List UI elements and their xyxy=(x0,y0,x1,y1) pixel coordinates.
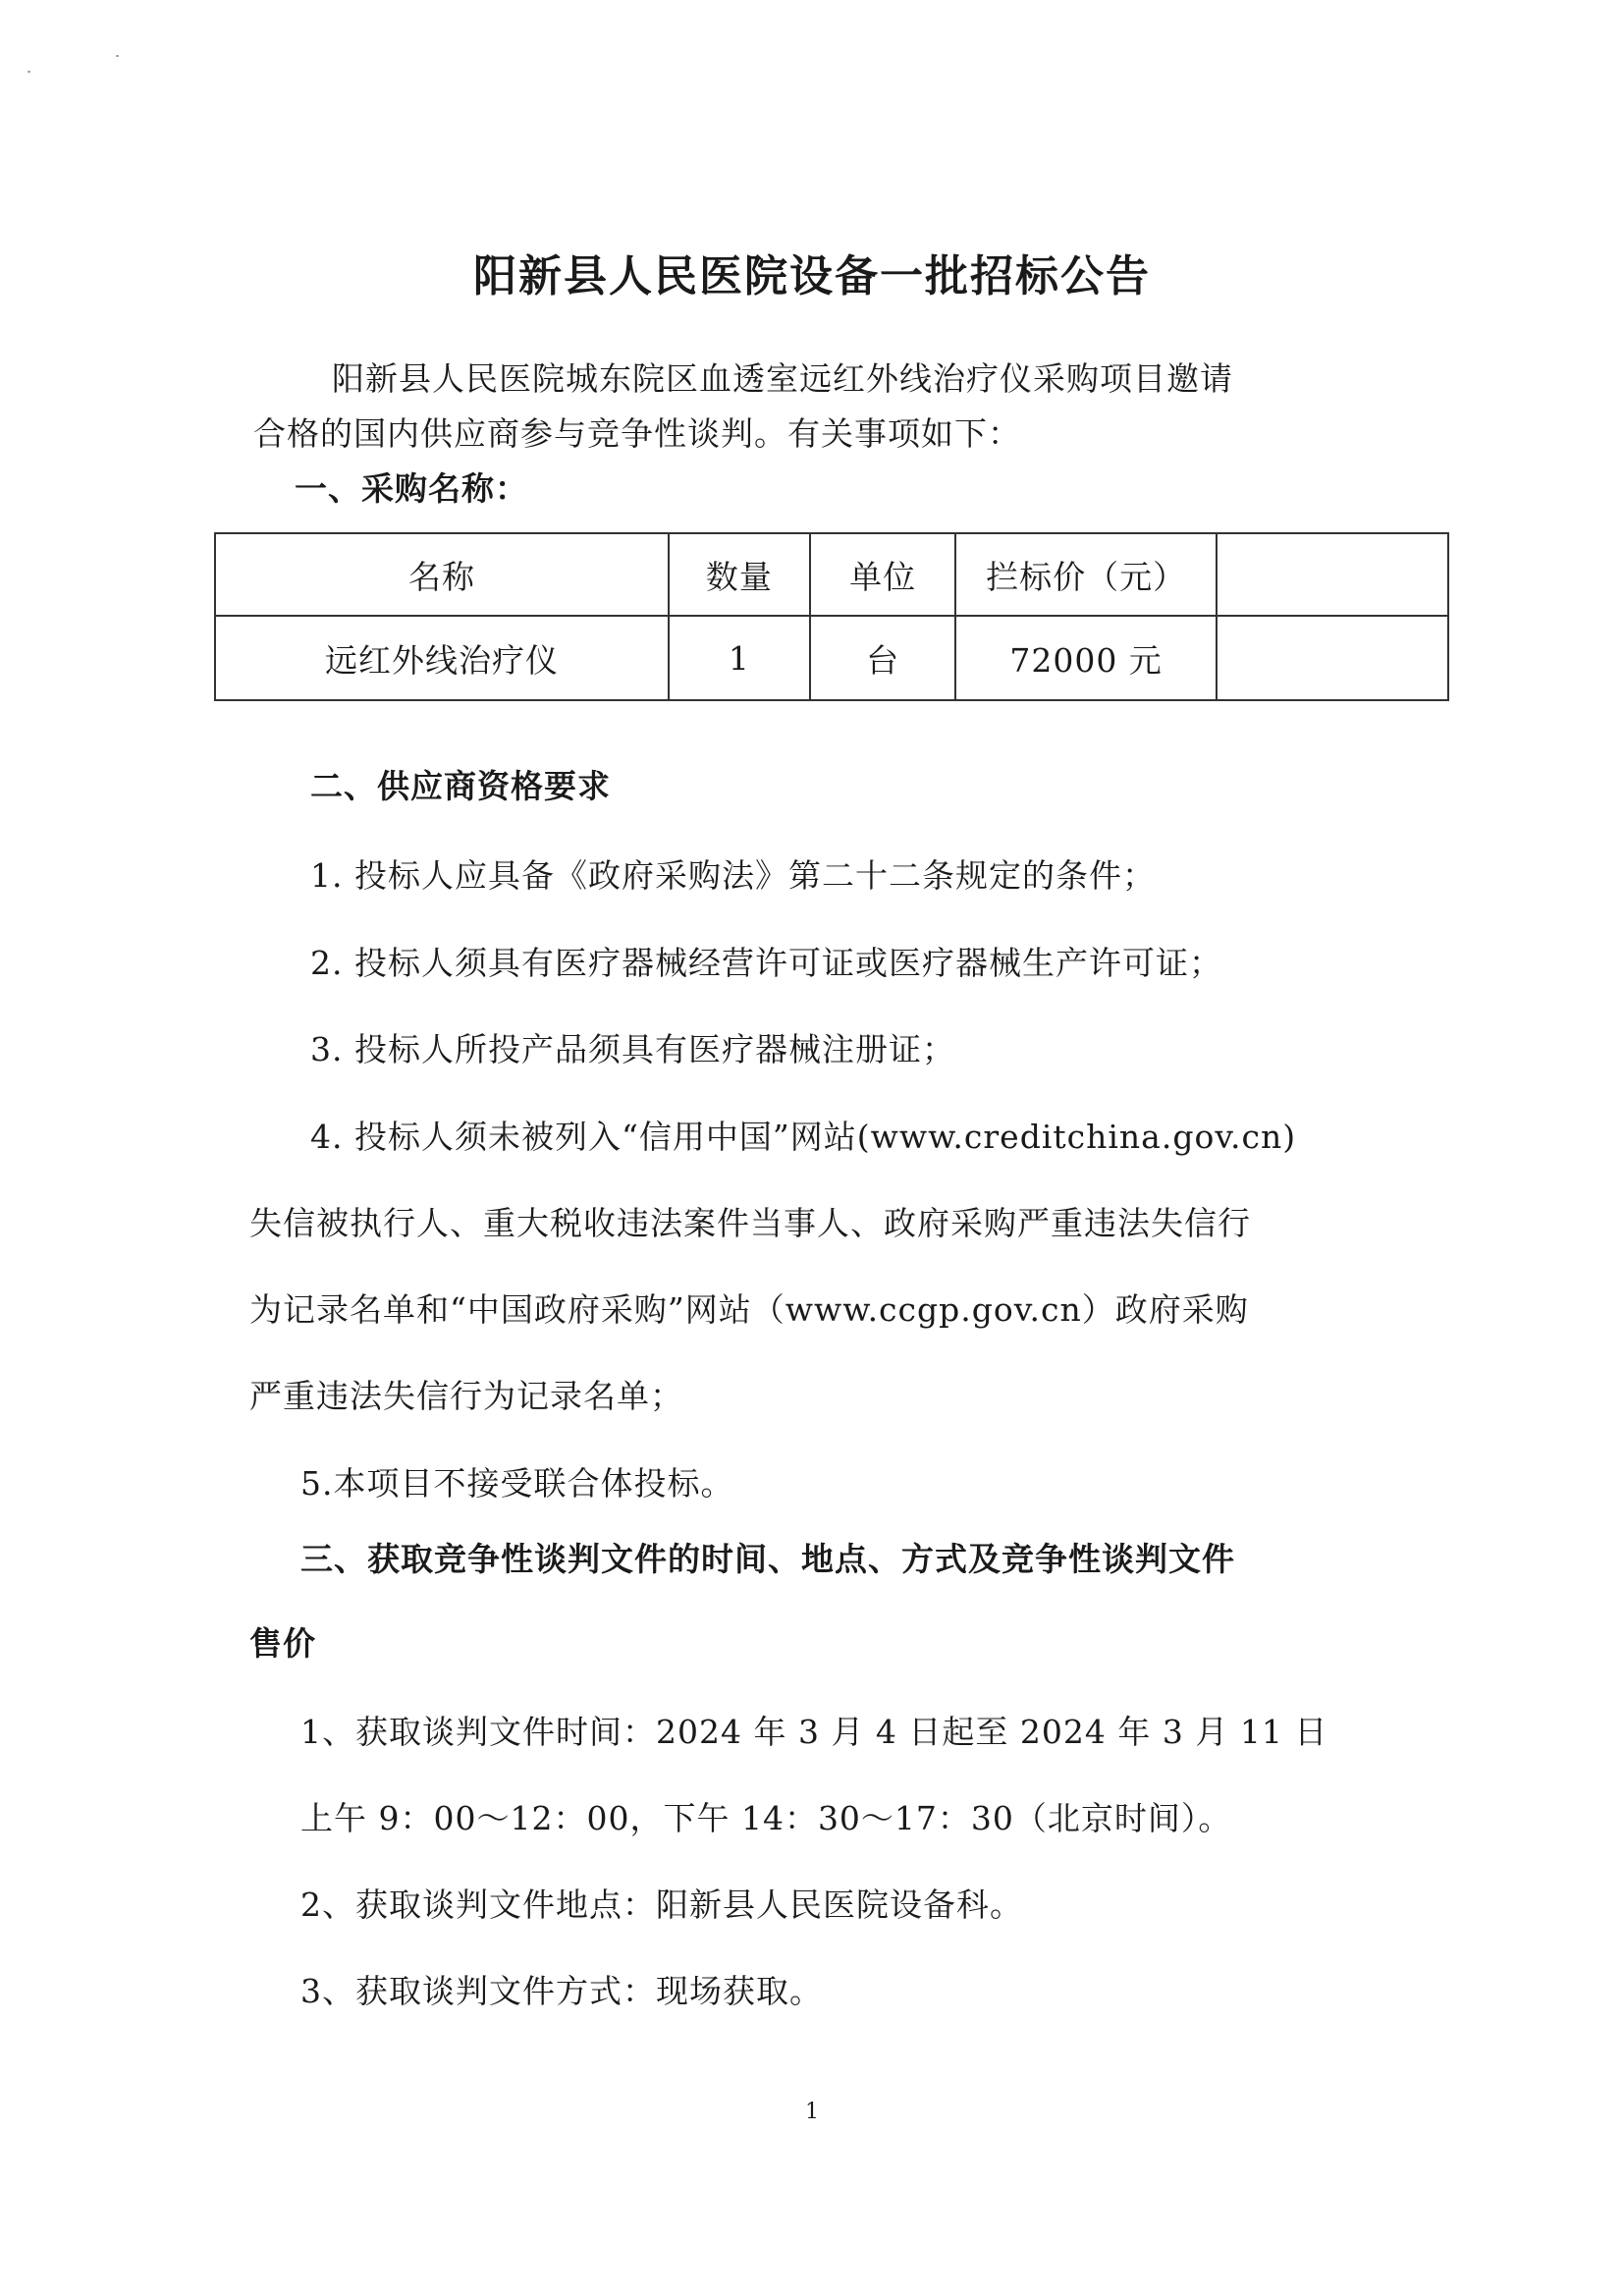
table-header-row xyxy=(215,533,1448,616)
table-header-cell: 单位 xyxy=(810,533,956,616)
table-header-cell: 拦标价（元） xyxy=(955,533,1216,616)
qualification-item-4-line-3: 为记录名单和“中国政府采购”网站（www.ccgp.gov.cn）政府采购 xyxy=(249,1290,1249,1329)
qualification-item-3: 3. 投标人所投产品须具有医疗器械注册证； xyxy=(310,1030,955,1068)
table-row xyxy=(215,616,1448,700)
acquisition-item-3: 3、获取谈判文件方式：现场获取。 xyxy=(300,1972,823,2010)
acquisition-item-1-line-2: 上午 9：00～12：00，下午 14：30～17：30（北京时间）。 xyxy=(300,1799,1232,1837)
intro-line-2: 合格的国内供应商参与竞争性谈判。有关事项如下： xyxy=(253,414,1021,453)
table-cell: 远红外线治疗仪 xyxy=(215,616,669,700)
table-header-cell: 名称 xyxy=(215,533,669,616)
scan-speck xyxy=(116,55,119,57)
qualification-item-2: 2. 投标人须具有医疗器械经营许可证或医疗器械生产许可证； xyxy=(310,944,1222,982)
section-2-heading: 二、供应商资格要求 xyxy=(310,767,611,805)
table-header-cell: 数量 xyxy=(669,533,810,616)
qualification-item-4-line-2: 失信被执行人、重大税收违法案件当事人、政府采购严重违法失信行 xyxy=(249,1204,1251,1242)
section-3-heading-line-1: 三、获取竞争性谈判文件的时间、地点、方式及竞争性谈判文件 xyxy=(300,1540,1235,1578)
qualification-item-4-line-1: 4. 投标人须未被列入“信用中国”网站(www.creditchina.gov.cn) xyxy=(310,1118,1297,1156)
scan-speck xyxy=(27,71,30,73)
intro-line-1: 阳新县人民医院城东院区血透室远红外线治疗仪采购项目邀请 xyxy=(332,359,1233,398)
qualification-item-5: 5.本项目不接受联合体投标。 xyxy=(300,1464,734,1503)
table-cell: 1 xyxy=(669,616,810,700)
qualification-item-1: 1. 投标人应具备《政府采购法》第二十二条规定的条件； xyxy=(310,856,1156,895)
table-cell xyxy=(1217,616,1448,700)
procurement-table xyxy=(214,532,1449,701)
acquisition-item-1-line-1: 1、获取谈判文件时间：2024 年 3 月 4 日起至 2024 年 3 月 11 日 xyxy=(300,1713,1328,1751)
table-cell: 台 xyxy=(810,616,956,700)
document-title: 阳新县人民医院设备一批招标公告 xyxy=(473,251,1151,301)
acquisition-item-2: 2、获取谈判文件地点：阳新县人民医院设备科。 xyxy=(300,1886,1023,1924)
table-header-cell xyxy=(1217,533,1448,616)
section-3-heading-line-2: 售价 xyxy=(249,1624,316,1663)
qualification-item-4-line-4: 严重违法失信行为记录名单； xyxy=(249,1377,683,1415)
table-cell: 72000 元 xyxy=(955,616,1216,700)
page-number: 1 xyxy=(805,2100,819,2124)
section-1-heading: 一、采购名称： xyxy=(295,469,528,508)
